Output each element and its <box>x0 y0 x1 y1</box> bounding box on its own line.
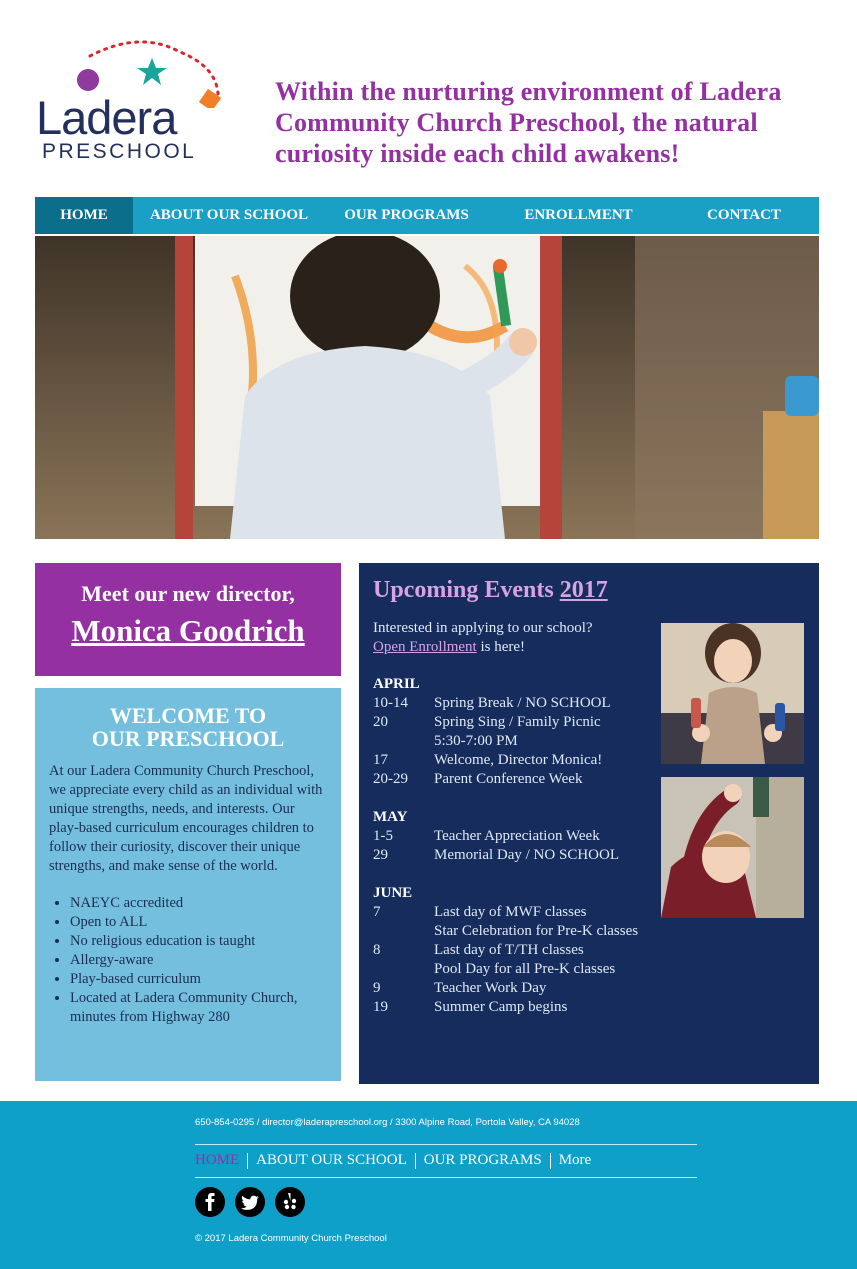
welcome-title-line2: OUR PRESCHOOL <box>91 726 285 751</box>
photo-boy-climbing <box>661 777 804 918</box>
nav-home[interactable]: HOME <box>35 197 133 234</box>
facebook-icon[interactable] <box>195 1187 225 1217</box>
event-date: 1-5 <box>373 828 393 844</box>
events-intro <box>373 619 593 657</box>
welcome-box <box>35 688 341 1081</box>
list-item: • Play-based curriculum <box>70 970 331 989</box>
welcome-body: At our Ladera Community Church Preschool, we appreciate every child as an individual with unique strengths, needs, and interests. Our play-based curriculum encourages children to follow their curiosity, discover their unique strengths, and make sense of the world. <box>49 763 323 874</box>
copyright: © 2017 Ladera Community Church Preschool <box>195 1233 387 1244</box>
events-title-text: Upcoming Events <box>373 577 554 603</box>
director-lead: Meet our new director, <box>81 581 295 606</box>
logo[interactable] <box>30 38 230 168</box>
event-date: 8 <box>373 942 381 958</box>
event-date: 10-14 <box>373 695 408 711</box>
footer-contact: 650-854-0295 / director@laderapreschool.org / 3300 Alpine Road, Portola Valley, CA 94028 <box>195 1117 580 1128</box>
director-name-link[interactable]: Monica Goodrich <box>71 613 305 648</box>
events-intro-rest: is here! <box>476 639 526 655</box>
footer-nav-more[interactable]: More <box>558 1152 592 1168</box>
event-text: Spring Sing / Family Picnic <box>434 714 601 730</box>
events-intro-line2 <box>373 638 593 657</box>
month-may: MAY <box>373 809 408 825</box>
event-text: Teacher Appreciation Week <box>434 828 600 844</box>
footer-nav-programs[interactable]: OUR PROGRAMS <box>423 1152 542 1168</box>
month-june: JUNE <box>373 885 413 901</box>
welcome-title-line1: WELCOME TO <box>109 703 267 728</box>
main-nav <box>35 197 819 234</box>
month-april: APRIL <box>373 676 420 692</box>
nav-our-programs[interactable]: OUR PROGRAMS <box>344 207 469 223</box>
events-intro-line1: Interested in applying to our school? <box>373 620 593 636</box>
social-links <box>195 1187 305 1217</box>
list-item: • Located at Ladera Community Church, minutes from Highway 280 <box>70 989 331 1027</box>
events-panel <box>359 563 819 1084</box>
footer-divider <box>195 1144 697 1145</box>
event-text: Pool Day for all Pre-K classes <box>434 961 616 977</box>
nav-about-our-school[interactable]: ABOUT OUR SCHOOL <box>149 207 309 223</box>
events-title <box>373 577 608 604</box>
feature-list <box>35 894 341 1027</box>
photo-girl-illustration <box>661 623 804 764</box>
hero-image <box>35 236 819 539</box>
director-banner[interactable] <box>35 563 341 676</box>
event-date: 9 <box>373 980 381 996</box>
event-text: Spring Break / NO SCHOOL <box>434 695 611 711</box>
event-text: 5:30-7:00 PM <box>434 733 518 749</box>
footer-nav-home[interactable]: HOME <box>195 1152 240 1168</box>
nav-contact[interactable]: CONTACT <box>707 207 781 223</box>
event-date: 19 <box>373 999 388 1015</box>
photo-girl-playing <box>661 623 804 764</box>
logo-subtitle: PRESCHOOL <box>42 140 197 163</box>
event-text: Last day of T/TH classes <box>434 942 584 958</box>
event-text: Star Celebration for Pre-K classes <box>434 923 639 939</box>
event-date: 29 <box>373 847 388 863</box>
event-text: Welcome, Director Monica! <box>434 752 603 768</box>
event-date: 20-29 <box>373 771 408 787</box>
logo-wordmark: Ladera <box>36 91 177 144</box>
list-item: • Open to ALL <box>70 913 331 932</box>
photo-boy-illustration <box>661 777 804 918</box>
event-text: Summer Camp begins <box>434 999 568 1015</box>
yelp-icon[interactable] <box>275 1187 305 1217</box>
open-enrollment-link[interactable]: Open Enrollment <box>373 639 477 655</box>
footer <box>0 1101 857 1269</box>
welcome-title <box>35 704 341 750</box>
footer-nav <box>195 1152 599 1169</box>
event-text: Memorial Day / NO SCHOOL <box>434 847 619 863</box>
event-text: Parent Conference Week <box>434 771 583 787</box>
list-item: • No religious education is taught <box>70 932 331 951</box>
footer-nav-about[interactable]: ABOUT OUR SCHOOL <box>256 1152 407 1168</box>
event-text: Teacher Work Day <box>434 980 547 996</box>
nav-enrollment[interactable]: ENROLLMENT <box>524 207 633 223</box>
twitter-icon[interactable] <box>235 1187 265 1217</box>
list-item: • NAEYC accredited <box>70 894 331 913</box>
event-text: Last day of MWF classes <box>434 904 587 920</box>
event-date: 20 <box>373 714 388 730</box>
hero-illustration <box>35 236 819 539</box>
event-date: 17 <box>373 752 388 768</box>
event-date: 7 <box>373 904 381 920</box>
footer-divider <box>195 1177 697 1178</box>
list-item: • Allergy-aware <box>70 951 331 970</box>
tagline: Within the nurturing environment of Ladera Community Church Preschool, the natural curiosity inside each child awakens! <box>275 77 782 168</box>
events-year-link[interactable]: 2017 <box>559 577 608 603</box>
